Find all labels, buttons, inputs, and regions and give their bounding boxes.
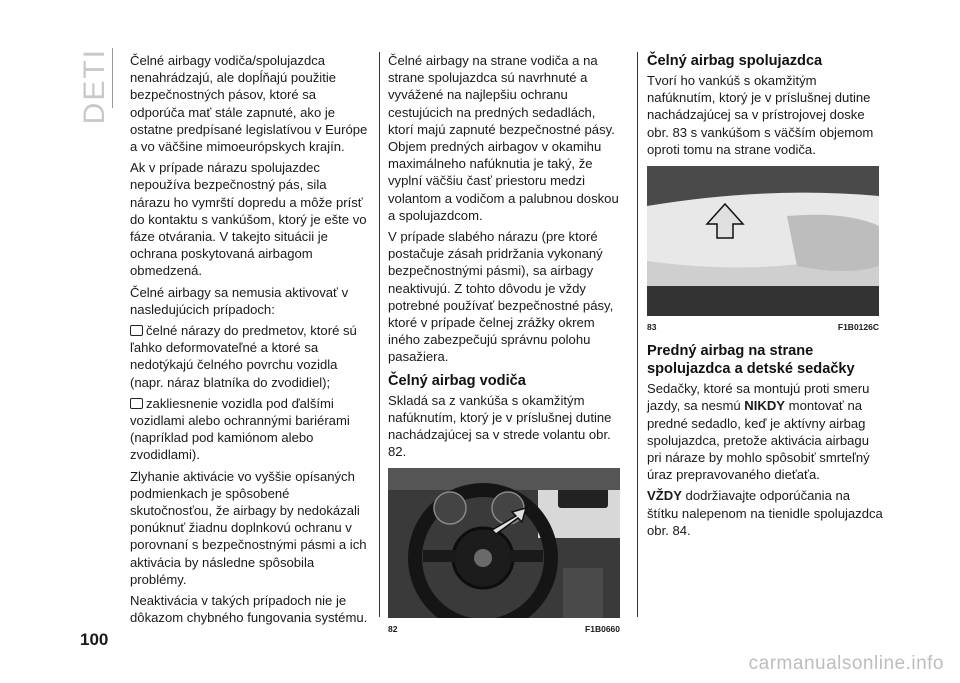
section-heading: Predný airbag na strane spolujazdca a detské sedačky <box>647 343 855 378</box>
paragraph <box>647 380 883 483</box>
bullet-text: zakliesnenie vozidla pod ďalšími vozidlami alebo ochrannými bariérami (napríklad pod kamiónom alebo zvodidlami). <box>130 395 350 463</box>
figure-caption <box>647 319 879 336</box>
bullet-square-icon <box>130 398 143 409</box>
bullet-text: čelné nárazy do predmetov, ktoré sú ľahko deformovateľné a ktoré sa nedotýkajú čelného povrchu vozidla (napr. náraz blatníka do zvodidiel); <box>130 323 357 390</box>
dashboard-photo <box>647 166 879 316</box>
page-number: 100 <box>80 630 109 649</box>
steering-wheel-illustration <box>388 468 620 618</box>
figure-82 <box>388 468 624 638</box>
column-2 <box>388 52 624 643</box>
text-run: dodržiavajte odporúčania na štítku nalepenom na tienidle spolujazdca obr. 84. <box>647 488 883 538</box>
bullet-square-icon <box>130 325 143 336</box>
column-separator-2 <box>637 52 638 617</box>
paragraph: Zlyhanie aktivácie vo vyššie opísaných podmienkach je spôsobené skutočnosťou, že airbagy by nedokázali ponúknuť žiadnu doplnkovú ochranu v porovnaní s bezpečnostnými pásmi a ich aktivácia by následne spôsobila problémy. <box>130 468 367 587</box>
column-3 <box>647 52 883 543</box>
section-tab-rule <box>112 48 113 108</box>
section-heading: Čelný airbag spolujazdca <box>647 53 823 69</box>
paragraph: Neaktivácia v takých prípadoch nie je dôkazom chybného fungovania systému. <box>130 593 368 626</box>
column-separator-1 <box>379 52 380 617</box>
paragraph <box>647 487 883 539</box>
watermark: carmanualsonline.info <box>748 653 944 674</box>
paragraph: V prípade slabého nárazu (pre ktoré postačuje zásah pridržania vykonaný bezpečnostnými pásmi), sa airbagy neaktivujú. Z tohto dôvodu je vždy potrebné používať bezpečnostné pásy, ktoré v prípade čelnej zrážky okrem iného zabezpečujú správnu polohu pasažiera. <box>388 229 614 365</box>
figure-83 <box>647 166 883 336</box>
paragraph: Čelné airbagy vodiča/spolujazdca nenahrádzajú, ale dopĺňajú použitie bezpečnostných pásov, ktoré sa odporúča mať stále zapnuté, ako je ostatne predpísané legislatívou v Európe a vo väčšine mimoeurópskych krajín. <box>130 53 368 155</box>
paragraph: Skladá sa z vankúša s okamžitým nafúknutím, ktorý je v príslušnej dutine nachádzajúcej sa v strede volantu obr. 82. <box>388 392 612 460</box>
paragraph: Čelné airbagy na strane vodiča a na strane spolujazdca sú navrhnuté a vyvážené na najlepšiu ochranu cestujúcich na predných sedadlách, ktorí majú zapnuté bezpečnostné pásy. Objem predných airbagov v okamihu maximálneho nafúknutia je taký, že vyplní väčšiu časť priestoru medzi volantom a vodičom a palubnou doskou a spolujazdcom. <box>388 53 619 223</box>
steering-wheel-photo <box>388 468 620 618</box>
bullet-item <box>130 395 368 464</box>
figure-caption <box>388 621 620 638</box>
emphasis-never: NIKDY <box>744 398 786 414</box>
paragraph: Ak v prípade nárazu spolujazdec nepoužíva bezpečnostný pás, sila nárazu ho vymrští dopredu a môže prísť do kontaktu s vankúšom, ktorý je ešte vo fáze otvárania. V takejto situácii je ochrana poskytovaná airbagom obmedzená. <box>130 160 367 279</box>
section-heading: Čelný airbag vodiča <box>388 372 526 389</box>
figure-code: F1B0126C <box>837 322 879 333</box>
paragraph: Tvorí ho vankúš s okamžitým nafúknutím, ktorý je v príslušnej dutine nachádzajúcej sa v prístrojovej doske obr. 83 s vankúšom s väčším objemom oproti tomu na strane vodiča. <box>647 73 874 157</box>
figure-number: 83 <box>647 322 657 333</box>
emphasis-always: VŽDY <box>647 488 682 504</box>
bullet-item <box>130 322 368 391</box>
column-1 <box>130 52 368 631</box>
text-run: montovať na predné sedadlo, keď je aktívny airbag spolujazdca, pretože aktivácia airbagu pri náraze by mohlo spôsobiť smrteľný úraz prepravovaného dieťaťa. <box>647 398 870 483</box>
section-tab: DETI <box>78 48 111 125</box>
figure-number: 82 <box>388 624 398 635</box>
paragraph: Čelné airbagy sa nemusia aktivovať v nasledujúcich prípadoch: <box>130 284 349 317</box>
figure-code: F1B0660 <box>585 624 620 635</box>
passenger-airbag-illustration <box>647 166 879 316</box>
text-run: Sedačky, ktoré sa montujú proti smeru jazdy, sa nesmú <box>647 381 870 414</box>
